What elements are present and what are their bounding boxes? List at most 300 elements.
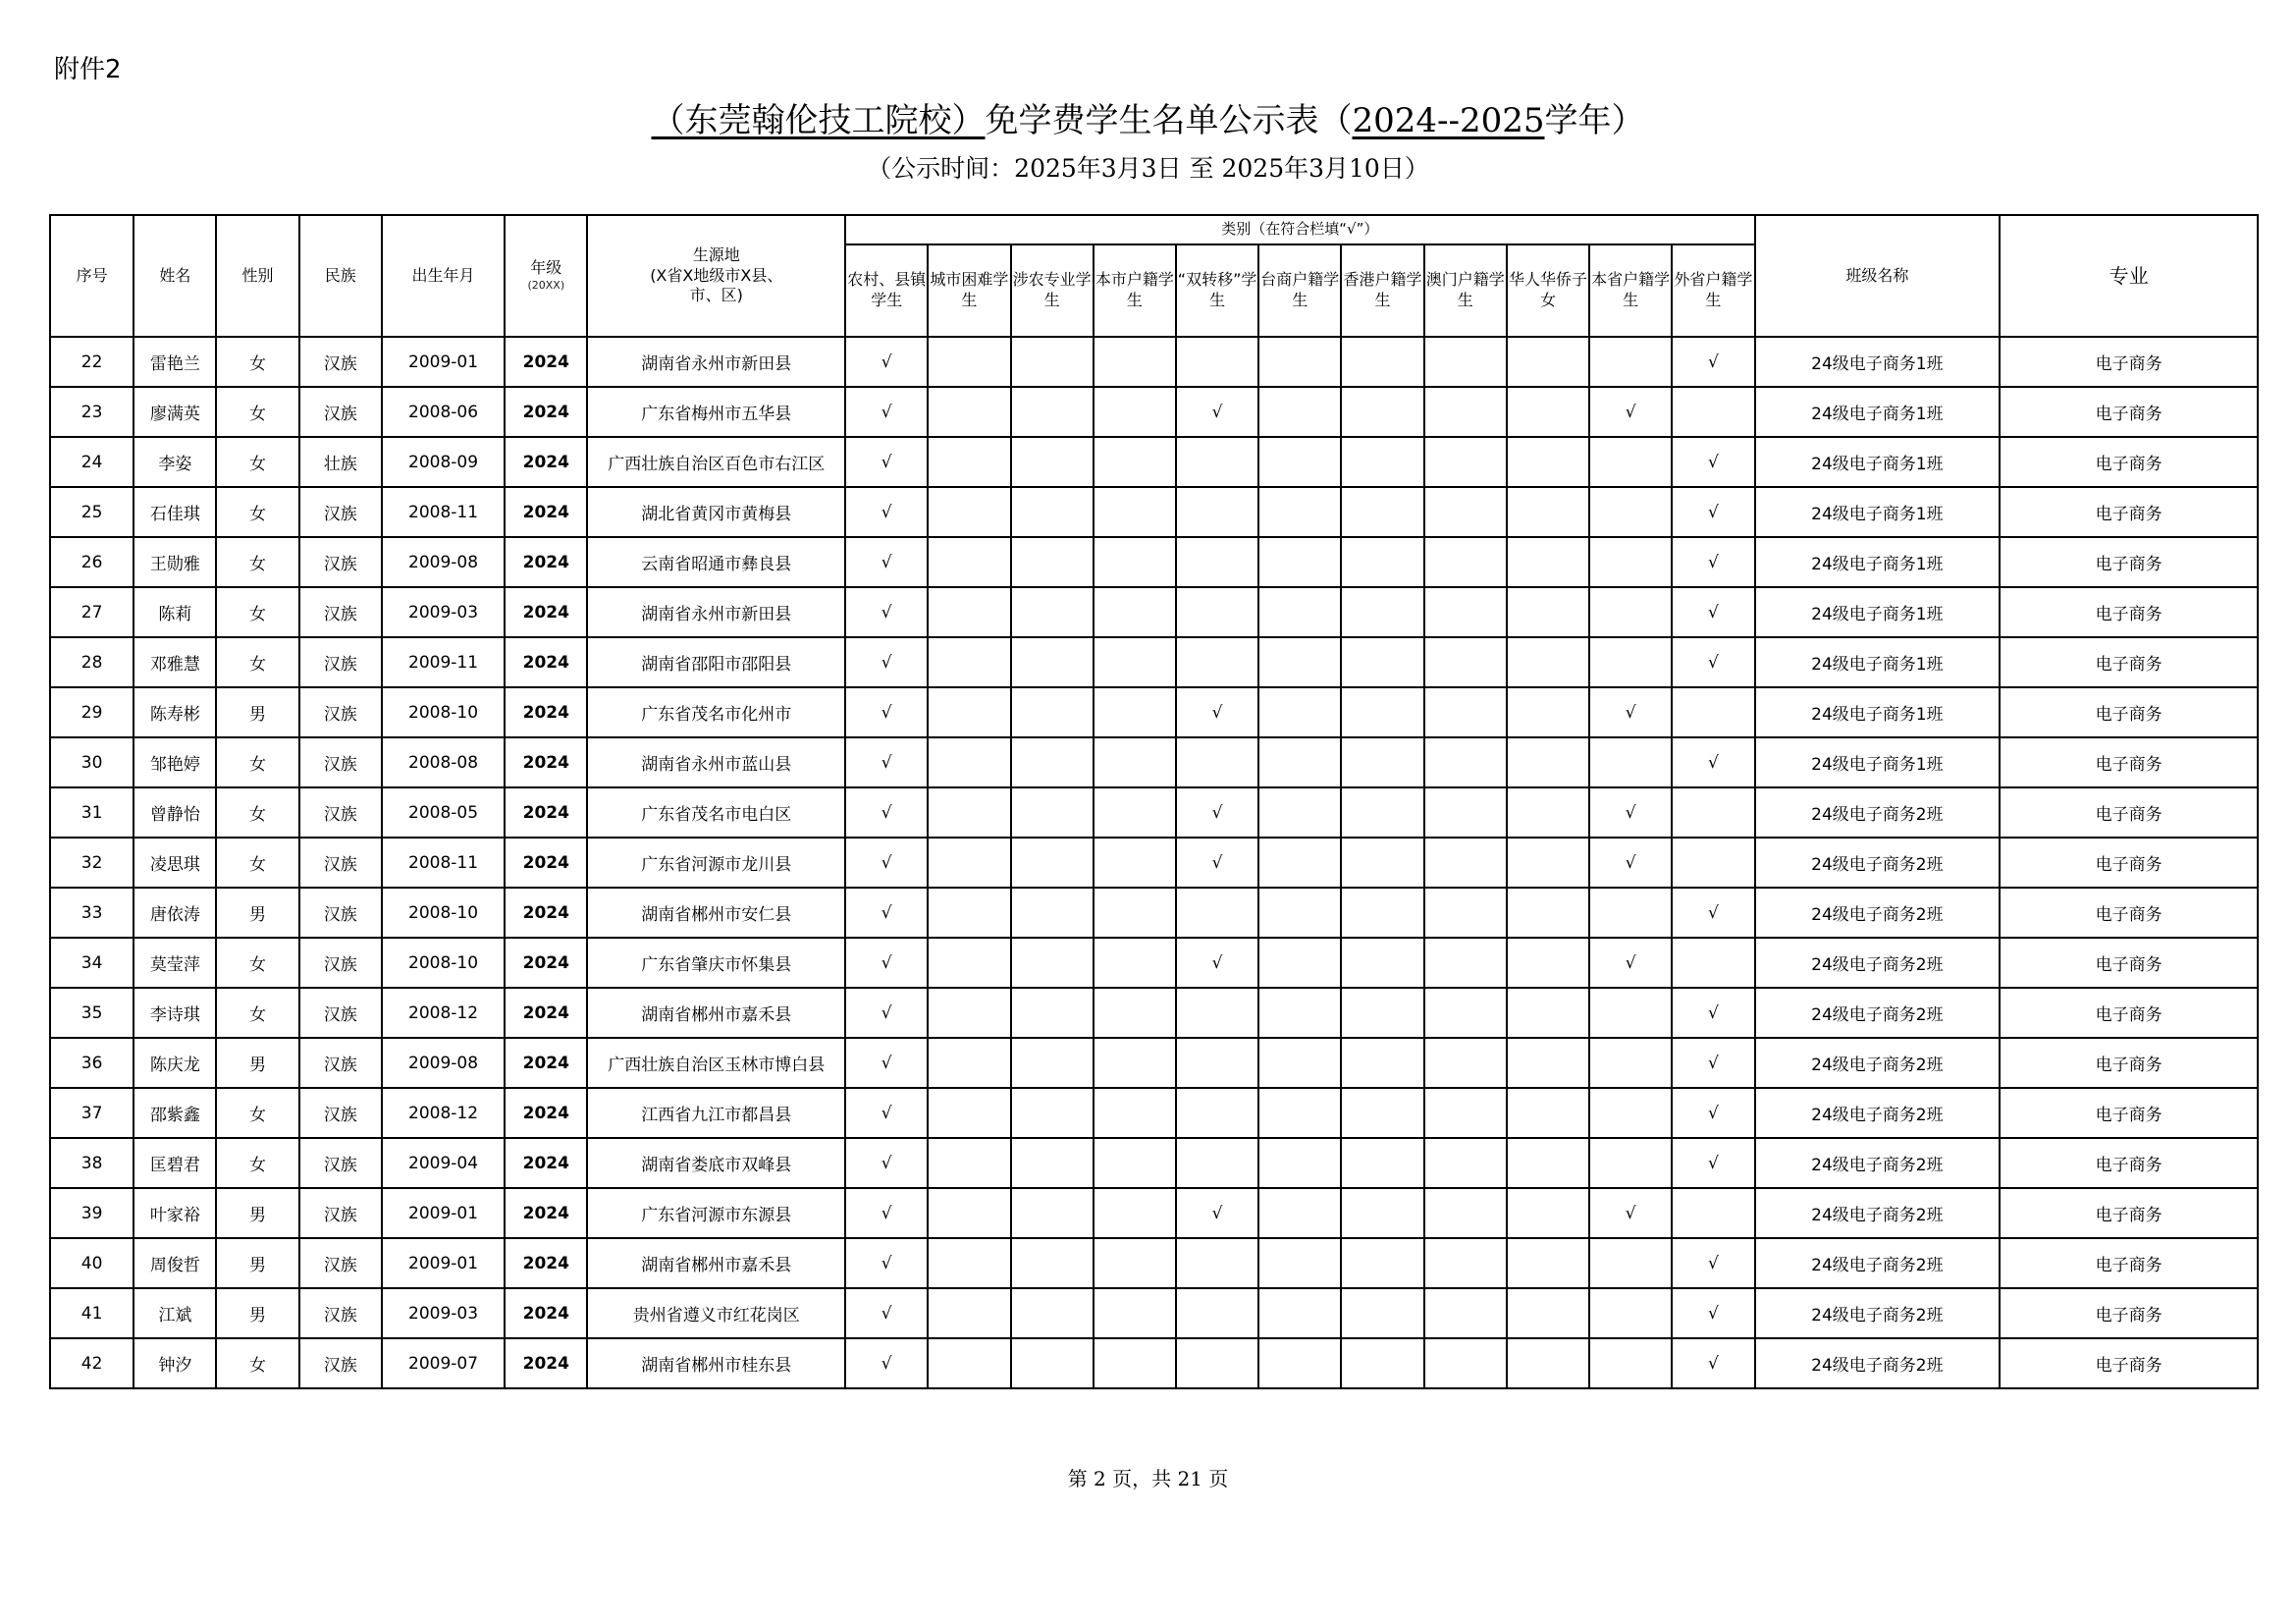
cell-category-check bbox=[1589, 1238, 1672, 1288]
cell-category-check bbox=[1341, 587, 1423, 637]
cell-category-check bbox=[1424, 1188, 1507, 1238]
cell-name: 李姿 bbox=[133, 437, 216, 487]
attachment-label: 附件2 bbox=[54, 55, 122, 84]
cell-category-check bbox=[1094, 1238, 1176, 1288]
student-roster-table bbox=[49, 214, 2259, 1389]
cell-category-check bbox=[1507, 1238, 1589, 1288]
cell-origin: 广东省肇庆市怀集县 bbox=[587, 938, 845, 988]
cell-category-check bbox=[1424, 737, 1507, 787]
cell-category-check: √ bbox=[1672, 737, 1754, 787]
cell-name: 陈莉 bbox=[133, 587, 216, 637]
cell-birth: 2009-08 bbox=[382, 537, 505, 587]
cell-category-check bbox=[1258, 687, 1341, 737]
cell-category-check: √ bbox=[845, 387, 928, 437]
cell-category-check bbox=[1507, 687, 1589, 737]
cell-category-check bbox=[1011, 387, 1094, 437]
table-row bbox=[50, 487, 2258, 537]
cell-origin: 湖南省郴州市嘉禾县 bbox=[587, 988, 845, 1038]
cell-gender: 女 bbox=[216, 337, 298, 387]
cell-grade: 2024 bbox=[505, 1138, 587, 1188]
cell-category-check: √ bbox=[1672, 537, 1754, 587]
cell-gender: 女 bbox=[216, 437, 298, 487]
cell-origin: 湖南省娄底市双峰县 bbox=[587, 1138, 845, 1188]
cell-category-check bbox=[928, 888, 1010, 938]
cell-origin: 广东省河源市龙川县 bbox=[587, 838, 845, 888]
cell-birth: 2009-08 bbox=[382, 1038, 505, 1088]
cell-category-check: √ bbox=[1672, 437, 1754, 487]
cell-category-check bbox=[1672, 838, 1754, 888]
header-name: 姓名 bbox=[133, 215, 216, 337]
cell-category-check bbox=[1589, 888, 1672, 938]
cell-category-check bbox=[1507, 337, 1589, 387]
header-grade bbox=[505, 215, 587, 337]
cell-category-check bbox=[928, 687, 1010, 737]
cell-seq: 39 bbox=[50, 1188, 133, 1238]
cell-category-check: √ bbox=[1672, 637, 1754, 687]
cell-category-check bbox=[1341, 1338, 1423, 1388]
cell-birth: 2009-01 bbox=[382, 1188, 505, 1238]
cell-birth: 2008-11 bbox=[382, 487, 505, 537]
table-row bbox=[50, 537, 2258, 587]
cell-category-check: √ bbox=[845, 687, 928, 737]
cell-category-check: √ bbox=[1672, 1038, 1754, 1088]
cell-category-check bbox=[1176, 737, 1258, 787]
cell-birth: 2009-01 bbox=[382, 1238, 505, 1288]
cell-class-name: 24级电子商务1班 bbox=[1755, 437, 2001, 487]
cell-category-check bbox=[1258, 437, 1341, 487]
cell-category-check bbox=[1094, 487, 1176, 537]
cell-class-name: 24级电子商务2班 bbox=[1755, 838, 2001, 888]
cell-category-check bbox=[928, 487, 1010, 537]
cell-category-check bbox=[1589, 537, 1672, 587]
cell-category-check bbox=[1258, 1088, 1341, 1138]
cell-category-check bbox=[928, 337, 1010, 387]
cell-category-check: √ bbox=[1589, 787, 1672, 838]
cell-category-check bbox=[1341, 838, 1423, 888]
cell-gender: 男 bbox=[216, 687, 298, 737]
cell-gender: 女 bbox=[216, 1138, 298, 1188]
cell-category-check: √ bbox=[1672, 337, 1754, 387]
cell-category-check bbox=[1258, 838, 1341, 888]
cell-category-check bbox=[1341, 437, 1423, 487]
cell-category-check bbox=[1589, 437, 1672, 487]
page-title bbox=[0, 93, 2296, 141]
header-category: 澳门户籍学生 bbox=[1424, 244, 1507, 337]
cell-category-check bbox=[1589, 1138, 1672, 1188]
cell-category-check bbox=[1589, 737, 1672, 787]
cell-category-check bbox=[928, 938, 1010, 988]
cell-major: 电子商务 bbox=[2000, 387, 2258, 437]
table-row bbox=[50, 337, 2258, 387]
cell-category-check bbox=[1507, 1338, 1589, 1388]
cell-category-check bbox=[1011, 1288, 1094, 1338]
cell-category-check bbox=[1176, 337, 1258, 387]
cell-class-name: 24级电子商务2班 bbox=[1755, 988, 2001, 1038]
cell-category-check bbox=[1176, 1038, 1258, 1088]
cell-category-check: √ bbox=[1672, 1338, 1754, 1388]
cell-category-check: √ bbox=[1589, 387, 1672, 437]
cell-category-check: √ bbox=[1672, 1288, 1754, 1338]
cell-category-check bbox=[1011, 637, 1094, 687]
cell-category-check bbox=[1258, 1038, 1341, 1088]
cell-seq: 31 bbox=[50, 787, 133, 838]
cell-category-check bbox=[1424, 637, 1507, 687]
cell-name: 钟汐 bbox=[133, 1338, 216, 1388]
cell-ethnicity: 汉族 bbox=[299, 888, 382, 938]
cell-birth: 2008-11 bbox=[382, 838, 505, 888]
cell-category-check bbox=[1258, 787, 1341, 838]
cell-category-check bbox=[928, 988, 1010, 1038]
cell-ethnicity: 汉族 bbox=[299, 387, 382, 437]
cell-category-check bbox=[1507, 787, 1589, 838]
cell-category-check bbox=[1011, 587, 1094, 637]
table-row bbox=[50, 787, 2258, 838]
cell-category-check bbox=[1507, 1038, 1589, 1088]
cell-category-check bbox=[1258, 487, 1341, 537]
cell-category-check bbox=[1589, 637, 1672, 687]
cell-name: 江斌 bbox=[133, 1288, 216, 1338]
cell-category-check bbox=[1589, 1338, 1672, 1388]
cell-category-check bbox=[1176, 888, 1258, 938]
cell-major: 电子商务 bbox=[2000, 888, 2258, 938]
cell-category-check bbox=[1341, 1088, 1423, 1138]
cell-category-check bbox=[1424, 938, 1507, 988]
cell-category-check bbox=[1424, 838, 1507, 888]
cell-category-check: √ bbox=[1672, 487, 1754, 537]
cell-name: 叶家裕 bbox=[133, 1188, 216, 1238]
cell-ethnicity: 汉族 bbox=[299, 1138, 382, 1188]
cell-name: 陈寿彬 bbox=[133, 687, 216, 737]
cell-birth: 2008-10 bbox=[382, 938, 505, 988]
cell-seq: 37 bbox=[50, 1088, 133, 1138]
cell-origin: 湖南省邵阳市邵阳县 bbox=[587, 637, 845, 687]
cell-category-check bbox=[1258, 988, 1341, 1038]
cell-category-check bbox=[1258, 1288, 1341, 1338]
cell-category-check: √ bbox=[845, 1338, 928, 1388]
cell-category-check bbox=[1424, 1038, 1507, 1088]
cell-grade: 2024 bbox=[505, 1338, 587, 1388]
cell-category-check bbox=[1424, 1088, 1507, 1138]
cell-grade: 2024 bbox=[505, 537, 587, 587]
header-category: “双转移”学生 bbox=[1176, 244, 1258, 337]
cell-gender: 男 bbox=[216, 1288, 298, 1338]
cell-gender: 女 bbox=[216, 387, 298, 437]
cell-category-check bbox=[1258, 337, 1341, 387]
cell-origin: 湖北省黄冈市黄梅县 bbox=[587, 487, 845, 537]
cell-origin: 云南省昭通市彝良县 bbox=[587, 537, 845, 587]
cell-category-check bbox=[928, 1088, 1010, 1138]
cell-birth: 2009-03 bbox=[382, 587, 505, 637]
cell-category-check bbox=[1589, 1088, 1672, 1138]
header-origin bbox=[587, 215, 845, 337]
cell-birth: 2008-08 bbox=[382, 737, 505, 787]
cell-category-check bbox=[1424, 1338, 1507, 1388]
header-category: 台商户籍学生 bbox=[1258, 244, 1341, 337]
cell-category-check bbox=[1094, 537, 1176, 587]
cell-ethnicity: 汉族 bbox=[299, 1338, 382, 1388]
cell-grade: 2024 bbox=[505, 637, 587, 687]
cell-origin: 湖南省永州市新田县 bbox=[587, 587, 845, 637]
cell-category-check bbox=[1424, 587, 1507, 637]
cell-category-check bbox=[1507, 938, 1589, 988]
cell-category-check bbox=[1094, 1138, 1176, 1188]
cell-category-check bbox=[1094, 737, 1176, 787]
cell-category-check bbox=[1507, 737, 1589, 787]
cell-category-check bbox=[1341, 737, 1423, 787]
cell-category-check: √ bbox=[845, 838, 928, 888]
header-class-name: 班级名称 bbox=[1755, 215, 2001, 337]
cell-category-check: √ bbox=[845, 637, 928, 687]
header-gender: 性别 bbox=[216, 215, 298, 337]
header-category: 香港户籍学生 bbox=[1341, 244, 1423, 337]
cell-name: 王勋雅 bbox=[133, 537, 216, 587]
header-category-group: 类别（在符合栏填“√”） bbox=[845, 215, 1754, 244]
cell-major: 电子商务 bbox=[2000, 1338, 2258, 1388]
header-birth: 出生年月 bbox=[382, 215, 505, 337]
cell-major: 电子商务 bbox=[2000, 1038, 2258, 1088]
cell-seq: 40 bbox=[50, 1238, 133, 1288]
cell-category-check bbox=[1507, 1088, 1589, 1138]
cell-category-check: √ bbox=[1672, 888, 1754, 938]
cell-category-check bbox=[1341, 537, 1423, 587]
cell-category-check bbox=[1094, 1038, 1176, 1088]
cell-category-check bbox=[1424, 487, 1507, 537]
cell-gender: 男 bbox=[216, 1188, 298, 1238]
cell-category-check: √ bbox=[845, 1188, 928, 1238]
cell-grade: 2024 bbox=[505, 587, 587, 637]
cell-class-name: 24级电子商务2班 bbox=[1755, 938, 2001, 988]
header-origin-label: 生源地 bbox=[692, 244, 740, 264]
cell-category-check bbox=[1011, 1088, 1094, 1138]
cell-category-check bbox=[1094, 938, 1176, 988]
header-category: 本市户籍学生 bbox=[1094, 244, 1176, 337]
cell-grade: 2024 bbox=[505, 337, 587, 387]
cell-category-check bbox=[1672, 787, 1754, 838]
cell-ethnicity: 汉族 bbox=[299, 337, 382, 387]
cell-category-check bbox=[1011, 687, 1094, 737]
cell-category-check bbox=[1258, 1138, 1341, 1188]
publicity-period: （公示时间：2025年3月3日 至 2025年3月10日） bbox=[867, 154, 1429, 183]
cell-gender: 男 bbox=[216, 888, 298, 938]
table-row bbox=[50, 838, 2258, 888]
cell-grade: 2024 bbox=[505, 1238, 587, 1288]
cell-class-name: 24级电子商务1班 bbox=[1755, 337, 2001, 387]
cell-grade: 2024 bbox=[505, 387, 587, 437]
cell-category-check: √ bbox=[1176, 838, 1258, 888]
cell-gender: 女 bbox=[216, 988, 298, 1038]
cell-birth: 2009-11 bbox=[382, 637, 505, 687]
cell-seq: 25 bbox=[50, 487, 133, 537]
cell-category-check: √ bbox=[1176, 387, 1258, 437]
cell-gender: 女 bbox=[216, 537, 298, 587]
cell-category-check bbox=[1589, 337, 1672, 387]
cell-category-check bbox=[1341, 487, 1423, 537]
cell-origin: 广东省梅州市五华县 bbox=[587, 387, 845, 437]
cell-name: 邵紫鑫 bbox=[133, 1088, 216, 1138]
cell-category-check bbox=[1258, 1238, 1341, 1288]
cell-class-name: 24级电子商务1班 bbox=[1755, 537, 2001, 587]
cell-category-check: √ bbox=[1589, 1188, 1672, 1238]
cell-category-check: √ bbox=[1589, 687, 1672, 737]
cell-ethnicity: 汉族 bbox=[299, 787, 382, 838]
cell-category-check: √ bbox=[1176, 787, 1258, 838]
cell-category-check: √ bbox=[845, 1238, 928, 1288]
cell-grade: 2024 bbox=[505, 988, 587, 1038]
cell-ethnicity: 汉族 bbox=[299, 537, 382, 587]
cell-major: 电子商务 bbox=[2000, 988, 2258, 1038]
cell-origin: 湖南省郴州市桂东县 bbox=[587, 1338, 845, 1388]
cell-category-check bbox=[1011, 838, 1094, 888]
cell-category-check: √ bbox=[845, 938, 928, 988]
cell-category-check bbox=[928, 737, 1010, 787]
cell-category-check: √ bbox=[845, 787, 928, 838]
cell-grade: 2024 bbox=[505, 1188, 587, 1238]
cell-gender: 女 bbox=[216, 637, 298, 687]
cell-category-check bbox=[928, 1188, 1010, 1238]
cell-major: 电子商务 bbox=[2000, 337, 2258, 387]
cell-name: 凌思琪 bbox=[133, 838, 216, 888]
cell-category-check: √ bbox=[845, 737, 928, 787]
cell-birth: 2009-03 bbox=[382, 1288, 505, 1338]
cell-category-check bbox=[1341, 1038, 1423, 1088]
cell-name: 莫莹萍 bbox=[133, 938, 216, 988]
cell-category-check bbox=[1011, 1338, 1094, 1388]
table-row bbox=[50, 1338, 2258, 1388]
cell-category-check: √ bbox=[845, 1088, 928, 1138]
cell-class-name: 24级电子商务2班 bbox=[1755, 1088, 2001, 1138]
cell-ethnicity: 汉族 bbox=[299, 737, 382, 787]
cell-category-check bbox=[1424, 687, 1507, 737]
cell-category-check bbox=[1507, 587, 1589, 637]
cell-category-check: √ bbox=[845, 1288, 928, 1338]
cell-category-check bbox=[928, 437, 1010, 487]
cell-category-check bbox=[1094, 838, 1176, 888]
cell-category-check bbox=[1011, 437, 1094, 487]
cell-category-check: √ bbox=[1672, 1238, 1754, 1288]
table-row bbox=[50, 1138, 2258, 1188]
cell-category-check bbox=[1424, 1288, 1507, 1338]
header-grade-label: 年级 bbox=[530, 258, 562, 278]
cell-category-check bbox=[1176, 988, 1258, 1038]
cell-category-check bbox=[1094, 888, 1176, 938]
header-origin-note: (X省X地级市X县、市、区) bbox=[650, 265, 783, 305]
cell-class-name: 24级电子商务2班 bbox=[1755, 1188, 2001, 1238]
cell-category-check bbox=[1507, 537, 1589, 587]
cell-major: 电子商务 bbox=[2000, 487, 2258, 537]
cell-category-check bbox=[1176, 487, 1258, 537]
cell-grade: 2024 bbox=[505, 888, 587, 938]
header-category: 本省户籍学生 bbox=[1589, 244, 1672, 337]
cell-category-check bbox=[1094, 387, 1176, 437]
cell-seq: 26 bbox=[50, 537, 133, 587]
cell-category-check bbox=[1507, 1188, 1589, 1238]
header-ethnicity: 民族 bbox=[299, 215, 382, 337]
header-category: 华人华侨子女 bbox=[1507, 244, 1589, 337]
cell-category-check: √ bbox=[845, 587, 928, 637]
cell-ethnicity: 汉族 bbox=[299, 938, 382, 988]
cell-major: 电子商务 bbox=[2000, 1138, 2258, 1188]
cell-category-check bbox=[1011, 1188, 1094, 1238]
cell-seq: 29 bbox=[50, 687, 133, 737]
cell-grade: 2024 bbox=[505, 838, 587, 888]
cell-grade: 2024 bbox=[505, 737, 587, 787]
cell-category-check bbox=[1011, 1238, 1094, 1288]
cell-category-check bbox=[928, 1138, 1010, 1188]
cell-category-check: √ bbox=[1672, 587, 1754, 637]
cell-grade: 2024 bbox=[505, 487, 587, 537]
cell-category-check bbox=[928, 587, 1010, 637]
cell-category-check bbox=[1094, 1088, 1176, 1138]
cell-major: 电子商务 bbox=[2000, 437, 2258, 487]
cell-origin: 湖南省永州市蓝山县 bbox=[587, 737, 845, 787]
cell-category-check bbox=[1341, 787, 1423, 838]
cell-category-check bbox=[1258, 737, 1341, 787]
table-row bbox=[50, 737, 2258, 787]
cell-category-check bbox=[1176, 437, 1258, 487]
cell-category-check bbox=[1176, 1238, 1258, 1288]
cell-category-check bbox=[1424, 437, 1507, 487]
cell-category-check bbox=[1424, 1238, 1507, 1288]
cell-category-check bbox=[1011, 787, 1094, 838]
cell-ethnicity: 汉族 bbox=[299, 1238, 382, 1288]
cell-seq: 32 bbox=[50, 838, 133, 888]
title-middle: 免学费学生名单公示表（ bbox=[985, 101, 1353, 140]
cell-name: 匡碧君 bbox=[133, 1138, 216, 1188]
cell-category-check bbox=[928, 1238, 1010, 1288]
cell-category-check: √ bbox=[1176, 938, 1258, 988]
cell-ethnicity: 汉族 bbox=[299, 687, 382, 737]
cell-category-check bbox=[1011, 888, 1094, 938]
cell-major: 电子商务 bbox=[2000, 587, 2258, 637]
cell-category-check bbox=[1094, 787, 1176, 838]
cell-category-check bbox=[1589, 587, 1672, 637]
school-name: （东莞翰伦技工院校） bbox=[651, 101, 986, 140]
cell-name: 邓雅慧 bbox=[133, 637, 216, 687]
cell-name: 石佳琪 bbox=[133, 487, 216, 537]
cell-seq: 23 bbox=[50, 387, 133, 437]
cell-category-check bbox=[928, 1338, 1010, 1388]
cell-seq: 42 bbox=[50, 1338, 133, 1388]
cell-category-check bbox=[1094, 1288, 1176, 1338]
cell-category-check bbox=[1424, 787, 1507, 838]
cell-category-check bbox=[1341, 988, 1423, 1038]
cell-origin: 贵州省遵义市红花岗区 bbox=[587, 1288, 845, 1338]
cell-name: 曾静怡 bbox=[133, 787, 216, 838]
cell-category-check bbox=[1424, 1138, 1507, 1188]
cell-category-check bbox=[1341, 938, 1423, 988]
cell-category-check bbox=[1341, 1238, 1423, 1288]
title-suffix: 学年） bbox=[1544, 101, 1645, 140]
cell-category-check bbox=[1672, 387, 1754, 437]
cell-category-check bbox=[1011, 337, 1094, 387]
cell-name: 李诗琪 bbox=[133, 988, 216, 1038]
cell-major: 电子商务 bbox=[2000, 637, 2258, 687]
cell-class-name: 24级电子商务2班 bbox=[1755, 1338, 2001, 1388]
cell-major: 电子商务 bbox=[2000, 1088, 2258, 1138]
cell-class-name: 24级电子商务2班 bbox=[1755, 1138, 2001, 1188]
cell-category-check bbox=[1672, 1188, 1754, 1238]
cell-category-check bbox=[1341, 387, 1423, 437]
cell-category-check bbox=[1672, 938, 1754, 988]
cell-class-name: 24级电子商务1班 bbox=[1755, 387, 2001, 437]
cell-category-check bbox=[1094, 1188, 1176, 1238]
table-row bbox=[50, 1188, 2258, 1238]
cell-category-check: √ bbox=[1176, 1188, 1258, 1238]
cell-category-check bbox=[1011, 988, 1094, 1038]
cell-category-check: √ bbox=[845, 888, 928, 938]
cell-category-check bbox=[1672, 687, 1754, 737]
cell-category-check bbox=[928, 787, 1010, 838]
